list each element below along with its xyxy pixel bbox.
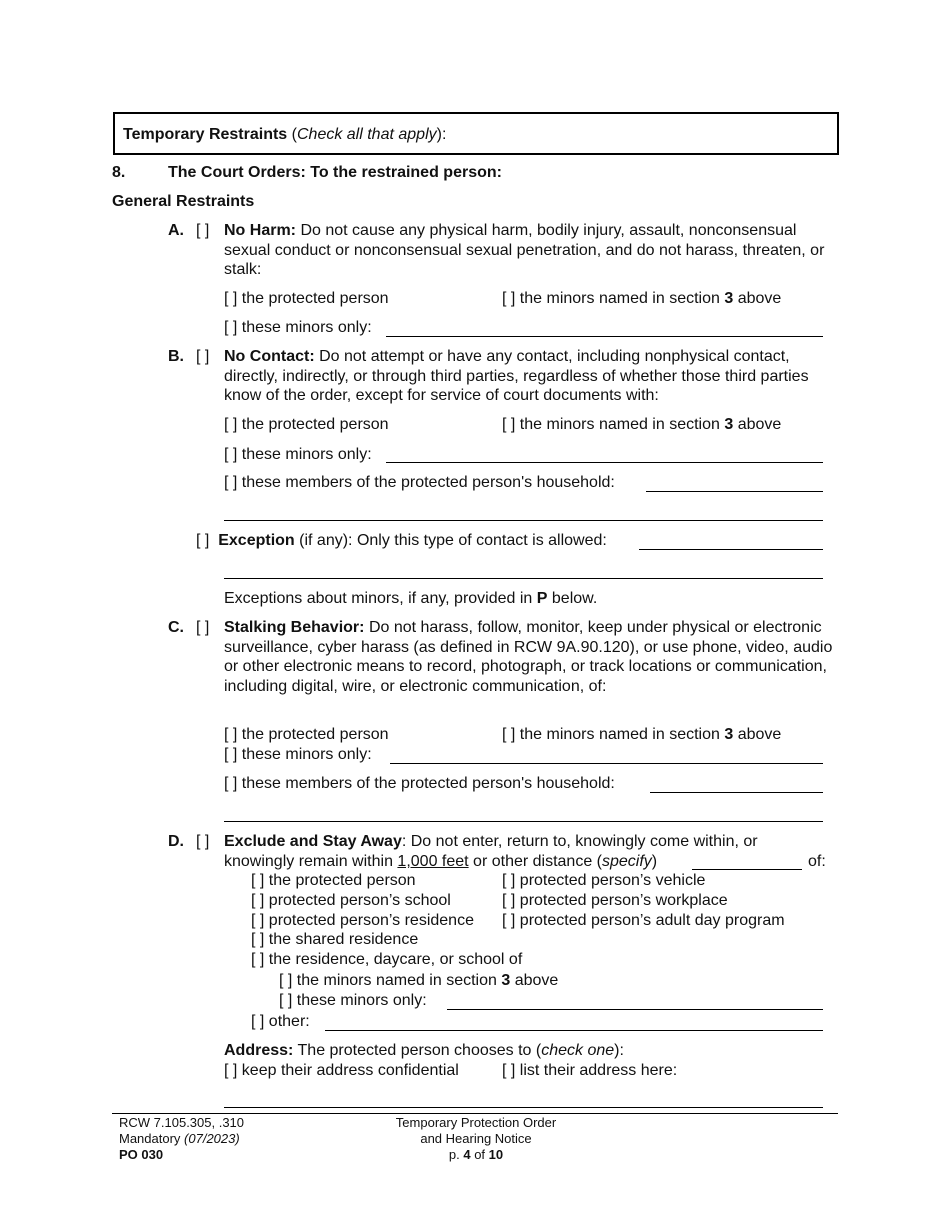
- no-harm-heading: No Harm:: [224, 222, 297, 239]
- exceptions-minors-note: Exceptions about minors, if any, provided in P below.: [224, 590, 598, 607]
- d-shared-option[interactable]: [ ] the shared residence: [251, 931, 419, 948]
- footer-form-number: PO 030: [119, 1147, 164, 1162]
- d-workplace-option[interactable]: [ ] protected person’s workplace: [502, 892, 728, 909]
- d-other-line[interactable]: [325, 1030, 823, 1031]
- item-c-letter: C.: [168, 619, 184, 636]
- b-exception-option[interactable]: [ ] Exception (if any): Only this type of contact is allowed:: [196, 532, 607, 549]
- d-school-option[interactable]: [ ] protected person’s school: [251, 892, 451, 909]
- a-minors-named-option[interactable]: [ ] the minors named in section 3 above: [502, 290, 782, 307]
- section-title: The Court Orders: To the restrained person:: [168, 164, 502, 181]
- stalking-heading: Stalking Behavior:: [224, 619, 365, 636]
- item-b-letter: B.: [168, 348, 184, 365]
- section-number: 8.: [112, 164, 126, 181]
- no-contact-text: Do not attempt or have any contact, including nonphysical contact, directly, indirectly, or through third parties, regardless of whether those third parties know of the order, except for service of court documents with:: [224, 348, 809, 404]
- d-residence-daycare-option[interactable]: [ ] the residence, daycare, or school of: [251, 951, 523, 968]
- c-household-option[interactable]: [ ] these members of the protected person's household:: [224, 775, 615, 792]
- footer-title-2: and Hearing Notice: [420, 1131, 532, 1146]
- stalking-text: Do not harass, follow, monitor, keep under physical or electronic surveillance, cyber harass (as defined in RCW 9A.90.120), or use phone, video, audio or other electronic means to record, photograph, or track locations or communication, including digital, wire, or electronic communication, of:: [224, 619, 833, 695]
- footer-page-number: p. 4 of 10: [448, 1147, 504, 1162]
- a-protected-option[interactable]: [ ] the protected person: [224, 290, 389, 307]
- footer-rcw: RCW 7.105.305, .310: [119, 1115, 245, 1130]
- d-these-minors-option[interactable]: [ ] these minors only:: [279, 992, 427, 1009]
- address-line-field[interactable]: [224, 1107, 823, 1108]
- b-household-option[interactable]: [ ] these members of the protected person's household:: [224, 474, 615, 491]
- b-these-minors-option[interactable]: [ ] these minors only:: [224, 446, 372, 463]
- b-exception-line-2[interactable]: [224, 578, 823, 579]
- item-b-paragraph: [224, 347, 840, 406]
- no-contact-heading: No Contact:: [224, 348, 315, 365]
- address-heading: Address:: [224, 1042, 294, 1059]
- item-d-line2: knowingly remain within 1,000 feet or other distance (specify): [224, 853, 658, 870]
- d-minors-named-option[interactable]: [ ] the minors named in section 3 above: [279, 972, 559, 989]
- address-list-option[interactable]: [ ] list their address here:: [502, 1062, 678, 1079]
- d-residence-option[interactable]: [ ] protected person’s residence: [251, 912, 474, 929]
- a-minors-line[interactable]: [386, 336, 823, 337]
- item-d-letter: D.: [168, 833, 184, 850]
- item-b-checkbox[interactable]: [ ]: [196, 348, 210, 365]
- exclude-heading: Exclude and Stay Away: [224, 833, 402, 850]
- footer-title-1: Temporary Protection Order: [395, 1115, 557, 1130]
- temporary-restraints-title: Temporary Restraints: [123, 126, 288, 143]
- b-household-line-2[interactable]: [224, 520, 823, 521]
- b-minors-line[interactable]: [386, 462, 823, 463]
- address-confidential-option[interactable]: [ ] keep their address confidential: [224, 1062, 459, 1079]
- c-protected-option[interactable]: [ ] the protected person: [224, 726, 389, 743]
- footer-divider: [112, 1113, 838, 1114]
- item-d-line1: Exclude and Stay Away: Do not enter, return to, knowingly come within, or: [224, 833, 758, 850]
- footer-mandatory: Mandatory (07/2023): [119, 1131, 240, 1146]
- d-of-label: of:: [808, 853, 826, 870]
- exception-heading: Exception: [218, 532, 295, 549]
- d-minors-line[interactable]: [447, 1009, 823, 1010]
- temporary-restraints-box: Temporary Restraints (Check all that apply):: [113, 112, 839, 155]
- general-restraints-heading: General Restraints: [112, 193, 255, 210]
- item-a-checkbox[interactable]: [ ]: [196, 222, 210, 239]
- c-household-line[interactable]: [650, 792, 823, 793]
- b-protected-option[interactable]: [ ] the protected person: [224, 416, 389, 433]
- item-a-letter: A.: [168, 222, 184, 239]
- address-line: Address: The protected person chooses to (check one):: [224, 1042, 624, 1059]
- c-minors-named-option[interactable]: [ ] the minors named in section 3 above: [502, 726, 782, 743]
- distance-value: 1,000 feet: [397, 853, 469, 870]
- item-c-paragraph: [224, 618, 836, 696]
- no-harm-text: Do not cause any physical harm, bodily injury, assault, nonconsensual sexual conduct or nonconsensual sexual penetration, and do not harass, threaten, or stalk:: [224, 222, 825, 278]
- d-vehicle-option[interactable]: [ ] protected person’s vehicle: [502, 872, 706, 889]
- b-exception-line[interactable]: [639, 549, 823, 550]
- c-these-minors-option[interactable]: [ ] these minors only:: [224, 746, 372, 763]
- a-these-minors-option[interactable]: [ ] these minors only:: [224, 319, 372, 336]
- item-a-paragraph: [224, 221, 840, 280]
- item-c-checkbox[interactable]: [ ]: [196, 619, 210, 636]
- b-minors-named-option[interactable]: [ ] the minors named in section 3 above: [502, 416, 782, 433]
- check-all-note: Check all that apply: [296, 126, 437, 143]
- d-adult-day-option[interactable]: [ ] protected person’s adult day program: [502, 912, 785, 929]
- d-other-option[interactable]: [ ] other:: [251, 1013, 310, 1030]
- c-household-line-2[interactable]: [224, 821, 823, 822]
- b-household-line[interactable]: [646, 491, 823, 492]
- d-distance-line[interactable]: [692, 869, 802, 870]
- item-d-checkbox[interactable]: [ ]: [196, 833, 210, 850]
- c-minors-line[interactable]: [390, 763, 823, 764]
- d-protected-option[interactable]: [ ] the protected person: [251, 872, 416, 889]
